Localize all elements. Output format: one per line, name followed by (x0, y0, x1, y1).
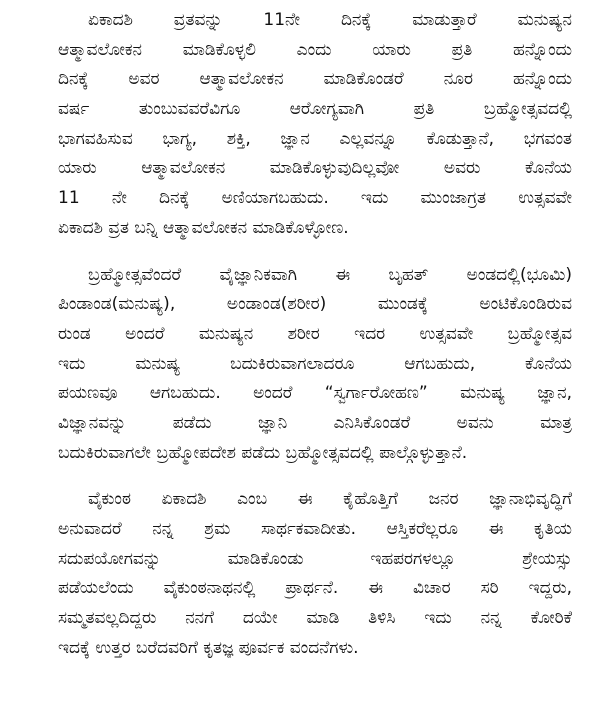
text-line: ಸದುಪಯೋಗವನ್ನು ಮಾಡಿಕೊಂಡು ಇಹಪರಗಳಲ್ಲೂ ಶ್ರೇಯಸ್ಸು (58, 548, 572, 569)
text-line: ಆತ್ಮಾವಲೋಕನ ಮಾಡಿಕೊಳ್ಳಲಿ ಎಂದು ಯಾರು ಪ್ರತಿ ಹನ್ನೊಂದು (58, 39, 572, 60)
text-line: ಯಾರು ಆತ್ಮಾವಲೋಕನ ಮಾಡಿಕೊಳ್ಳುವುದಿಲ್ಲವೋ ಅವರು ಕೊನೆಯ (58, 158, 572, 179)
text-line: ವಿಜ್ಞಾನವನ್ನು ಪಡೆದು ಜ್ಞಾನಿ ಎನಿಸಿಕೊಂಡರೆ ಅವನು ಮಾತ್ರ (58, 412, 572, 433)
paragraph-1 (58, 6, 572, 244)
text-line: ದಿನಕ್ಕೆ ಅವರ ಆತ್ಮಾವಲೋಕನ ಮಾಡಿಕೊಂಡರೆ ನೂರ ಹನ್ನೊಂದು (58, 69, 572, 90)
text-line: ಪಯಣವೂ ಆಗಬಹುದು. ಅಂದರೆ “ಸ್ವರ್ಗಾರೋಹಣ” ಮನುಷ್ಯ ಜ್ಞಾನ, (58, 383, 572, 404)
text-line: ಪಿಂಡಾಂಡ(ಮನುಷ್ಯ), ಅಂಡಾಂಡ(ಶರೀರ) ಮುಂಡಕ್ಕೆ ಅಂಟಿಕೊಂಡಿರುವ (58, 294, 572, 315)
text-line: ವೈಕುಂಠ ಏಕಾದಶಿ ಎಂಬ ಈ ಕೈಹೊತ್ತಿಗೆ ಜನರ ಜ್ಞಾನಾಭಿವೃದ್ಧಿಗೆ (88, 489, 572, 510)
text-line: ಇದಕ್ಕೆ ಉತ್ತರ ಬರೆದವರಿಗೆ ಕೃತಜ್ಞ ಪೂರ್ವಕ ವಂದನೆಗಳು. (58, 637, 359, 658)
text-line: ಬದುಕಿರುವಾಗಲೇ ಬ್ರಹ್ಮೋಪದೇಶ ಪಡೆದು ಬ್ರಹ್ಮೋತ್ಸವದಲ್ಲಿ ಪಾಲ್ಗೊಳ್ಳುತ್ತಾನೆ. (58, 442, 468, 463)
text-line: ರುಂಡ ಅಂದರೆ ಮನುಷ್ಯನ ಶರೀರ ಇದರ ಉತ್ಸವವೇ ಬ್ರಹ್ಮೋತ್ಸವ (58, 323, 572, 344)
paragraph-2 (58, 261, 572, 469)
text-line: ಬ್ರಹ್ಮೋತ್ಸವೆಂದರೆ ವೈಜ್ಞಾನಿಕವಾಗಿ ಈ ಬೃಹತ್ ಅಂಡದಲ್ಲಿ(ಭೂಮಿ) (88, 264, 572, 285)
text-line: 11 ನೇ ದಿನಕ್ಕೆ ಅಣಿಯಾಗಬಹುದು. ಇದು ಮುಂಜಾಗ್ರತ ಉತ್ಸವವೇ (58, 188, 572, 209)
paragraph-3 (58, 485, 572, 663)
text-line: ಪಡೆಯಲೆಂದು ವೈಕುಂಠನಾಥನಲ್ಲಿ ಪ್ರಾರ್ಥನೆ. ಈ ವಿಚಾರ ಸರಿ ಇದ್ದರು, (58, 578, 572, 599)
text-line: ಏಕಾದಶಿ ವ್ರತ ಬನ್ನಿ ಆತ್ಮಾವಲೋಕನ ಮಾಡಿಕೊಳ್ಳೋಣ. (58, 217, 349, 238)
text-line: ಏಕಾದಶಿ ವ್ರತವನ್ನು 11ನೇ ದಿನಕ್ಕೆ ಮಾಡುತ್ತಾರೆ ಮನುಷ್ಯನ (88, 10, 572, 30)
text-line: ಇದು ಮನುಷ್ಯ ಬದುಕಿರುವಾಗಲಾದರೂ ಆಗಬಹುದು, ಕೊನೆಯ (58, 353, 572, 374)
text-line: ವರ್ಷ ತುಂಬುವವರೆವಿಗೂ ಆರೋಗ್ಯವಾಗಿ ಪ್ರತಿ ಬ್ರಹ್ಮೋತ್ಸವದಲ್ಲಿ (58, 99, 572, 120)
text-line: ಅನುವಾದರೆ ನನ್ನ ಶ್ರಮ ಸಾರ್ಥಕವಾದೀತು. ಆಸ್ತಿಕರೆಲ್ಲರೂ ಈ ಕೃತಿಯ (58, 519, 572, 539)
text-line: ಭಾಗವಹಿಸುವ ಭಾಗ್ಯ, ಶಕ್ತಿ, ಜ್ಞಾನ ಎಲ್ಲವನ್ನೂ ಕೊಡುತ್ತಾನೆ, ಭಗವಂತ (58, 128, 572, 149)
text-line: ಸಮ್ಮತವಲ್ಲದಿದ್ದರು ನನಗೆ ದಯೇ ಮಾಡಿ ತಿಳಿಸಿ ಇದು ನನ್ನ ಕೋರಿಕೆ (58, 608, 572, 629)
